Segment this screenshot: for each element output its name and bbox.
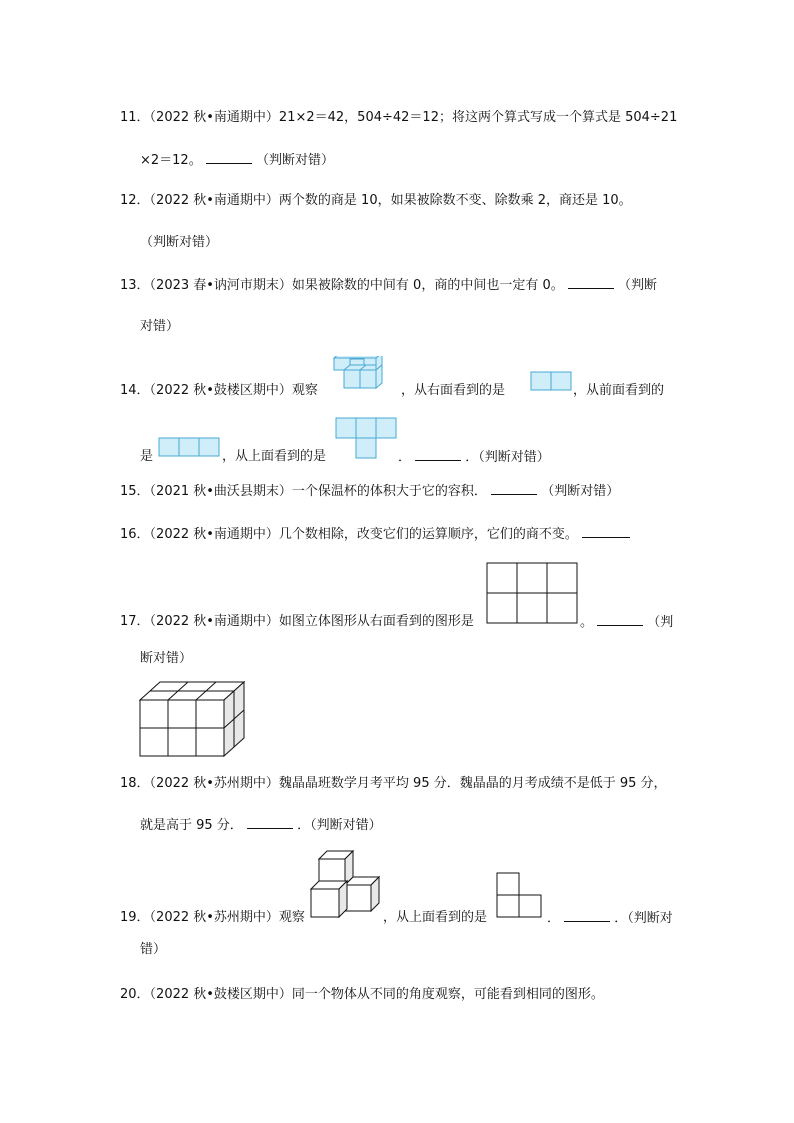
q16-text: 16．（2022 秋•南通期中）几个数相除，改变它们的运算顺序，它们的商不变。	[120, 527, 578, 542]
q11-line2-pre: ×2＝12。	[140, 153, 202, 168]
q20-line: 20．（2022 秋•鼓楼区期中）同一个物体从不同的角度观察，可能看到相同的图形。	[120, 987, 604, 1002]
q17-line1-post	[580, 613, 673, 632]
q19-line1-post	[547, 909, 673, 928]
q14-right-view	[530, 371, 572, 391]
q17-solid-figure	[138, 680, 248, 760]
q12-line2: （判断对错）	[140, 235, 219, 250]
q16-answer-blank[interactable]	[582, 525, 630, 538]
q15-post: （判断对错）	[541, 484, 620, 499]
q19-top-view	[496, 872, 544, 918]
q19-line2: 错）	[140, 942, 167, 957]
q19-solid-figure	[309, 849, 381, 921]
q11-line2	[140, 151, 334, 170]
q18-line2-post: ．（判断对错）	[297, 818, 382, 833]
q18-line2	[140, 816, 382, 835]
q14-part2: ，从右面看到的是	[401, 383, 506, 398]
q14-solid-figure	[330, 356, 402, 392]
q15-answer-blank[interactable]	[491, 482, 537, 495]
q14-answer-blank[interactable]	[415, 448, 461, 461]
q11-answer-blank[interactable]	[206, 151, 252, 164]
q18-answer-blank[interactable]	[247, 816, 293, 829]
q14-line2-a: 是	[140, 449, 154, 464]
q14-part1: 14．（2022 秋•鼓楼区期中）观察	[120, 383, 318, 398]
q17-line2: 断对错）	[140, 651, 193, 666]
q14-front-view	[158, 437, 222, 457]
q17-line1-pre: 17．（2022 秋•南通期中）如图立体图形从右面看到的图形是	[120, 614, 474, 629]
q19-mid: ，从上面看到的是	[383, 910, 488, 925]
q14-top-view	[335, 417, 397, 459]
q13-line2: 对错）	[140, 319, 180, 334]
q19-post: ．（判断对	[614, 911, 673, 926]
q11-line2-post: （判断对错）	[256, 153, 335, 168]
q14-line2-dot: ．	[398, 450, 412, 465]
q13-line1-post: （判断	[618, 278, 658, 293]
q14-line2-b: ，从上面看到的是	[222, 449, 327, 464]
q17-answer-blank[interactable]	[597, 613, 643, 626]
q13-answer-blank[interactable]	[568, 276, 614, 289]
q13-line1	[120, 276, 657, 295]
q11-line1: 11．（2022 秋•南通期中）21×2＝42，504÷42＝12；将这两个算式写成一个算式是 504÷21	[120, 110, 678, 125]
q12-line1: 12．（2022 秋•南通期中）两个数的商是 10，如果被除数不变、除数乘 2，商还是 10。	[120, 193, 632, 208]
q14-line2-c	[398, 448, 550, 467]
q13-line1-pre: 13．（2023 春•讷河市期末）如果被除数的中间有 0，商的中间也一定有 0。	[120, 278, 564, 293]
q18-line1: 18．（2022 秋•苏州期中）魏晶晶班数学月考平均 95 分．魏晶晶的月考成绩不是低于 95 分，	[120, 776, 667, 791]
q19-answer-blank[interactable]	[564, 909, 610, 922]
q17-post: （判	[647, 615, 674, 630]
q14-part3: ，从前面看到的	[573, 383, 665, 398]
q17-right-view-grid	[486, 562, 580, 624]
q15-line	[120, 482, 619, 501]
q19-dot: ．	[547, 911, 561, 926]
q16-line	[120, 525, 630, 544]
q15-pre: 15．（2021 秋•曲沃县期末）一个保温杯的体积大于它的容积．	[120, 484, 487, 499]
q14-line2-d: ．（判断对错）	[465, 450, 550, 465]
q19-line1-pre: 19．（2022 秋•苏州期中）观察	[120, 910, 305, 925]
q17-mid: 。	[580, 615, 594, 630]
q18-line2-pre: 就是高于 95 分．	[140, 818, 243, 833]
